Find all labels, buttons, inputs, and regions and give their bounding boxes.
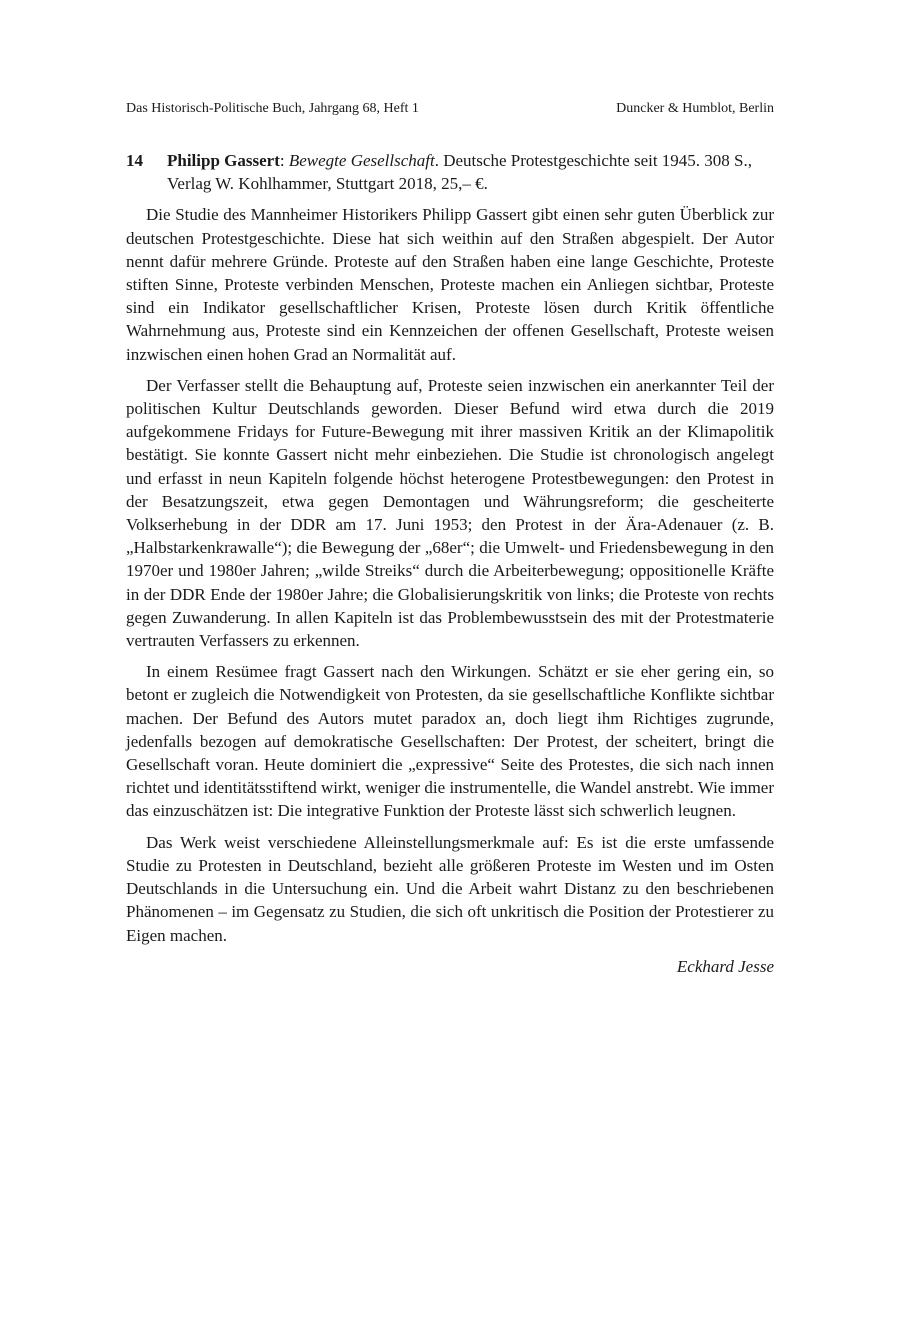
book-details: . Deutsche Protestgeschichte seit 1945. 308 S., Verlag W. Kohlhammer, Stuttgart 2018, 25,– €.	[167, 151, 753, 194]
review-paragraph-2: Der Verfasser stellt die Behauptung auf, Proteste seien inzwischen ein anerkannter Teil der politischen Kultur Deutschlands geworden. Dieser Befund wird etwa durch die 2019 aufgekommene Fridays for Future-Bewegung mit ihrer massiven Kritik an der Klimapolitik bestätigt. Sie konnte Gassert nicht mehr einbeziehen. Die Studie ist chronologisch angelegt und erfasst in neun Kapiteln folgende höchst heterogene Protestbewegungen: den Protest in der Besatzungszeit, etwa gegen Demontagen und Währungsreform; die gescheiterte Volkserhebung in der DDR am 17. Juni 1953; den Protest in der Ära-Adenauer (z. B. „Halbstarkenkrawalle“); die Bewegung der „68er“; die Umwelt- und Friedensbewegung in den 1970er und 1980er Jahren; „wilde Streiks“ durch die Arbeiterbewegung; oppositionelle Kräfte in der DDR Ende der 1980er Jahre; die Globalisierungskritik von links; die Proteste von rechts gegen Zuwanderung. In allen Kapiteln ist das Problembewusstsein des mit der Protestmaterie vertrauten Verfassers zu erkennen.	[126, 375, 774, 651]
publisher-info: Duncker & Humblot, Berlin	[616, 101, 774, 116]
review-paragraph-4: Das Werk weist verschiedene Alleinstellungsmerkmale auf: Es ist die erste umfassende Studie zu Protesten in Deutschland, bezieht alle größeren Proteste im Westen und im Osten Deutschlands in die Untersuchung ein. Und die Arbeit wahrt Distanz zu den beschriebenen Phänomenen – im Gegensatz zu Studien, die sich oft unkritisch die Position der Protestierer zu Eigen machen.	[126, 832, 774, 945]
review-entry	[126, 149, 774, 978]
bibliographic-entry	[126, 149, 774, 195]
book-author: Philipp Gassert	[167, 151, 280, 170]
entry-number: 14	[126, 151, 143, 170]
book-title: Bewegte Gesellschaft	[288, 151, 435, 170]
author-separator: :	[279, 151, 289, 170]
journal-title: Das Historisch-Politische Buch, Jahrgang 68, Heft 1	[126, 101, 419, 116]
running-head	[126, 100, 774, 118]
review-paragraph-3: In einem Resümee fragt Gassert nach den Wirkungen. Schätzt er sie eher gering ein, so betont er zugleich die Notwendigkeit von Protesten, da sie gesellschaftliche Konflikte sichtbar machen. Der Befund des Autors mutet paradox an, doch liegt ihm Richtiges zugrunde, jedenfalls bezogen auf demokratische Gesellschaften: Der Protest, der scheitert, bringt die Gesellschaft voran. Heute dominiert die „expressive“ Seite des Protestes, die sich nach innen richtet und identitätsstiftend wirkt, weniger die instrumentelle, die Wandel anstrebt. Wie immer das einzuschätzen ist: Die integrative Funktion der Proteste lässt sich schwerlich leugnen.	[126, 662, 774, 821]
reviewer-signature: Eckhard Jesse	[676, 956, 774, 976]
review-paragraph-1: Die Studie des Mannheimer Historikers Philipp Gassert gibt einen sehr guten Überblick zur deutschen Protestgeschichte. Diese hat sich weithin auf den Straßen abgespielt. Der Autor nennt dafür mehrere Gründe. Proteste auf den Straßen haben eine lange Geschichte, Proteste stiften Sinne, Proteste verbinden Menschen, Proteste machen ein Anliegen sichtbar, Proteste sind ein Indikator gesellschaftlicher Krisen, Proteste lösen durch Kritik öffentliche Wahrnehmung aus, Proteste sind ein Kennzeichen der offenen Gesellschaft, Proteste weisen inzwischen einen hohen Grad an Normalität auf.	[126, 205, 774, 364]
